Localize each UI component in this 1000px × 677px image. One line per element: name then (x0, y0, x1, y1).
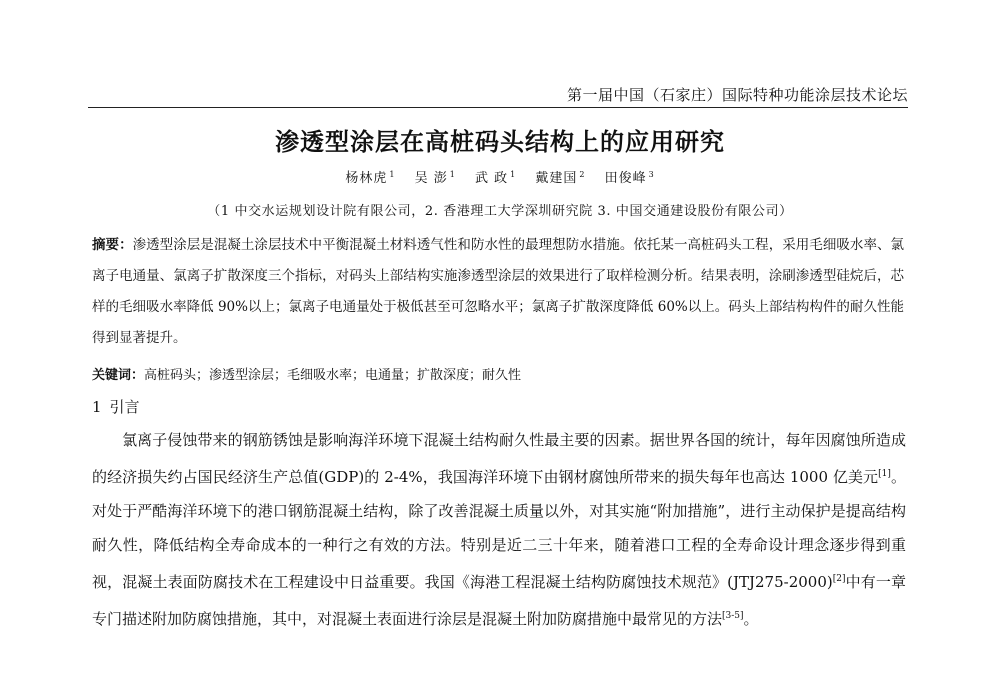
author: 武 政 $^1$ (474, 169, 517, 186)
abstract (92, 230, 904, 354)
keywords (92, 364, 904, 383)
author-list (0, 167, 1000, 186)
header-rule (88, 107, 908, 108)
author: 戴建国 $^2$ (535, 169, 586, 186)
section-heading (92, 396, 140, 417)
abstract-label: 摘要： (92, 237, 133, 253)
citation-ref: [2] (832, 574, 846, 584)
author: 田俊峰 $^3$ (604, 169, 655, 186)
body-text-part: 。对处于严酷海洋环境下的港口钢筋混凝土结构，除了改善混凝土质量以外，对其实施“附加措施”，进行主动保护是提高结构耐久性，降低结构全寿命成本的一种行之有效的方法。特别是近二三十年来，随着港口工程的全寿命设计理念逐步得到重视，混凝土表面防腐技术在工程建设中日益重要。我国《海港工程混凝土结构防腐蚀技术规范》(JTJ275-2000) (92, 468, 906, 591)
affiliations: （1 中交水运规划设计院有限公司，2. 香港理工大学深圳研究院 3. 中国交通建设股份有限公司） (207, 204, 793, 219)
body-paragraph (92, 423, 906, 636)
section-title: 引言 (109, 398, 140, 416)
author: 吴 澎 $^1$ (414, 169, 456, 186)
keywords-label: 关键词： (92, 368, 145, 383)
body-text-part: 氯离子侵蚀带来的钢筋锈蚀是影响海洋环境下混凝土结构耐久性最主要的因素。据世界各国的统计，每年因腐蚀所造成的经济损失约占国民经济生产总值(GDP)的 2-4%，我国海洋环境下由钢材腐蚀所带来的损失每年也高达 1000 亿美元 (92, 431, 906, 486)
keywords-text: 高桩码头；渗透型涂层；毛细吸水率；电通量；扩散深度；耐久性 (144, 368, 522, 383)
abstract-text: 渗透型涂层是混凝土涂层技术中平衡混凝土材料透气性和防水性的最理想防水措施。依托某一高桩码头工程，采用毛细吸水率、氯离子电通量、氯离子扩散深度三个指标，对码头上部结构实施渗透型涂层的效果进行了取样检测分析。结果表明，涂刷渗透型硅烷后，芯样的毛细吸水率降低 90%以上；氯离子电通量处于极低甚至可忽略水平；氯离子扩散深度降低 60%以上。码头上部结构构件的耐久性能得到显著提升。 (92, 237, 905, 346)
running-header: 第一届中国（石家庄）国际特种功能涂层技术论坛 (566, 86, 908, 104)
body-text-part: 中有一章专门描述附加防腐蚀措施，其中，对混凝土表面进行涂层是混凝土附加防腐措施中最常见的方法 (92, 573, 906, 628)
citation-ref: [1] (878, 469, 891, 479)
section-number: 1 (92, 398, 102, 416)
paper-title: 渗透型涂层在高桩码头结构上的应用研究 (275, 128, 725, 156)
citation-ref: [3-5] (722, 611, 744, 621)
author: 杨林虎 $^1$ (345, 169, 396, 186)
body-text-part: 。 (743, 610, 759, 628)
